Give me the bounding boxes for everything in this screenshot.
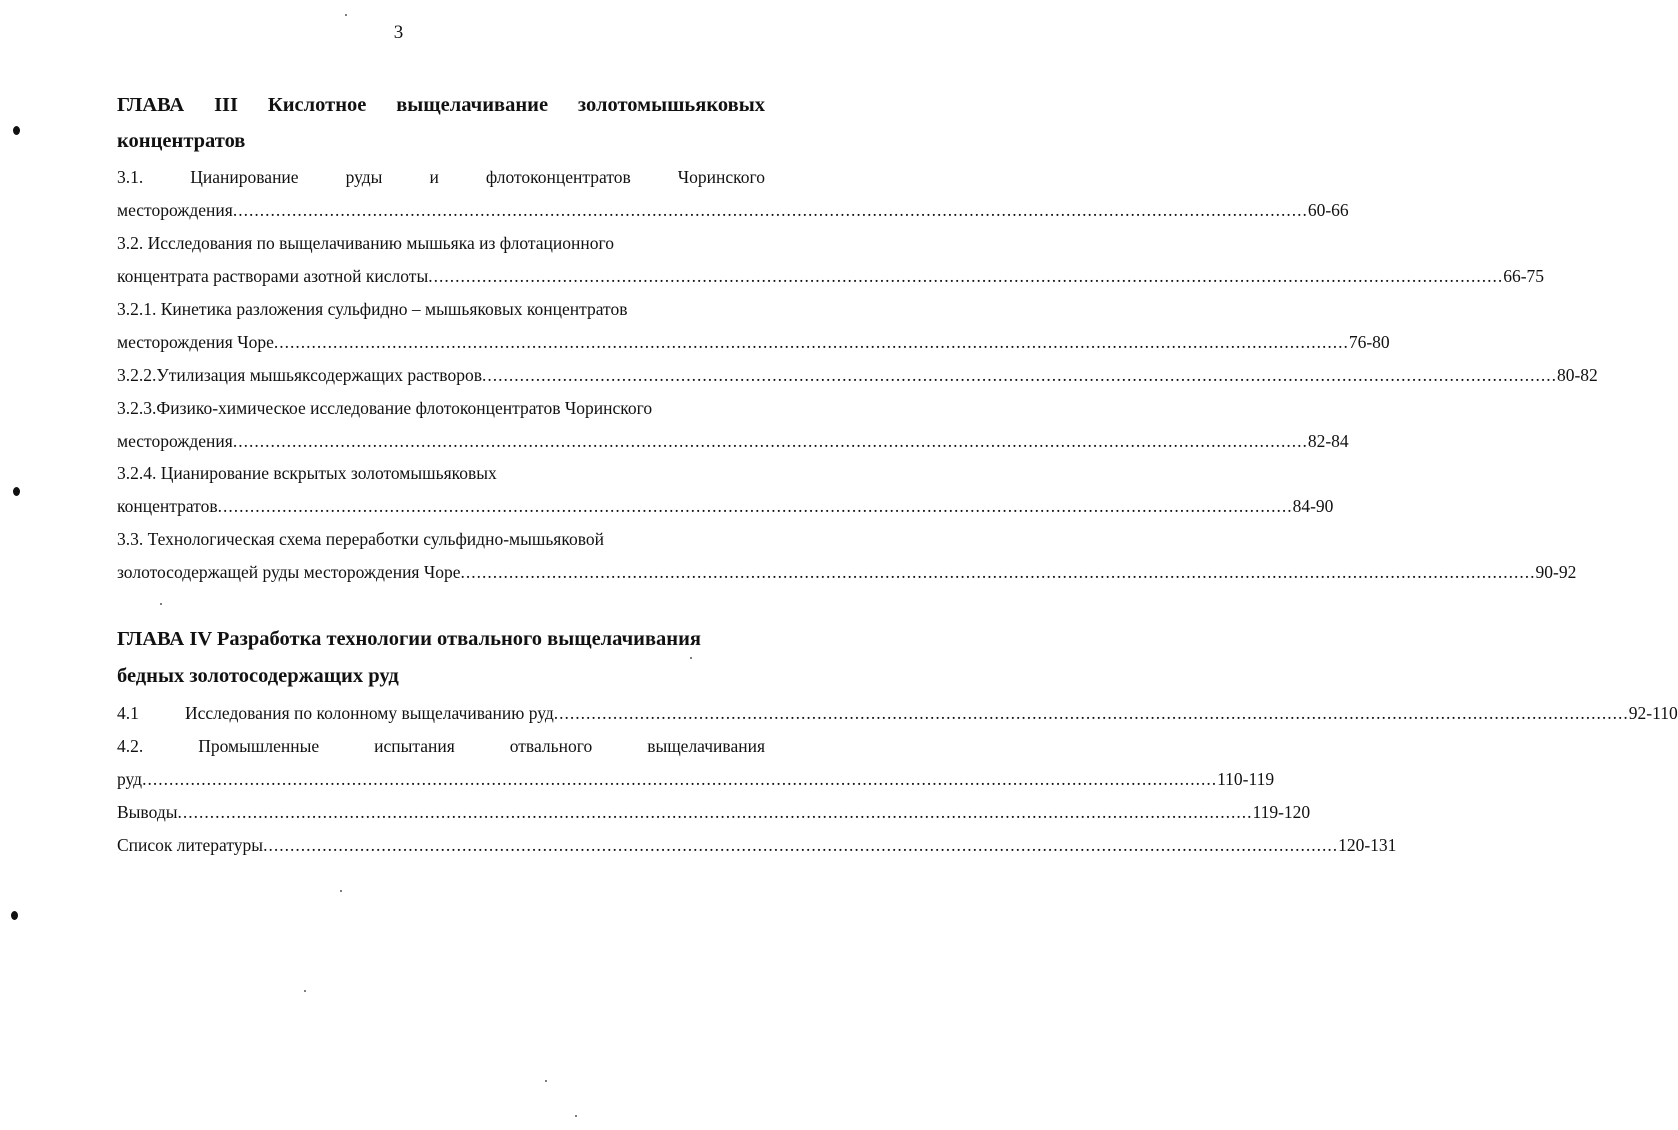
- toc-entry-references: [117, 833, 1397, 857]
- toc-entry-3-2-1-line1: 3.2.1. Кинетика разложения сульфидно – мышьяковых концентратов: [117, 299, 628, 319]
- toc-page-range: 80-82: [1556, 365, 1598, 385]
- toc-word: Промышленные: [198, 736, 320, 756]
- toc-entry-text: Список литературы: [117, 835, 264, 855]
- toc-word: Цианирование: [190, 167, 299, 187]
- leader-dots: ........................................................................................................................................................................................................: [481, 365, 1557, 385]
- toc-entry-3-2-3-line2: [117, 429, 1349, 453]
- heading-word: III: [214, 94, 239, 116]
- toc-entry-text: золотосодержащей руды месторождения Чоре: [117, 562, 461, 582]
- toc-word: флотоконцентратов: [485, 167, 631, 187]
- toc-page-range: 90-92: [1535, 562, 1577, 582]
- toc-entry-3-1-line1: [117, 165, 765, 189]
- toc-entry-number: 4.1: [117, 703, 139, 723]
- toc-entry-3-3-line2: [117, 560, 1577, 584]
- toc-page-range: 120-131: [1338, 835, 1397, 855]
- heading-word: золотомышьяковых: [577, 94, 765, 116]
- toc-entry-3-2-3-line1: 3.2.3.Физико-химическое исследование флотоконцентратов Чоринского: [117, 398, 653, 418]
- toc-word: отвального: [509, 736, 593, 756]
- leader-dots: ........................................................................................................................................................................................................: [232, 431, 1308, 451]
- scan-speck: [340, 890, 342, 892]
- toc-entry-3-2-1-line2: [117, 330, 1390, 354]
- toc-page-range: 84-90: [1292, 496, 1334, 516]
- toc-page-range: 119-120: [1252, 802, 1311, 822]
- leader-dots: ........................................................................................................................................................................................................: [142, 769, 1218, 789]
- toc-word: испытания: [374, 736, 455, 756]
- toc-word: 4.2.: [117, 736, 144, 756]
- leader-dots: ........................................................................................................................................................................................................: [428, 266, 1504, 286]
- toc-entry-3-2-2: [117, 363, 1598, 387]
- toc-entry-text: 3.2.2.Утилизация мышьяксодержащих растворов: [117, 365, 482, 385]
- scan-speck: [304, 990, 306, 992]
- toc-entry-3-2-4-line1: 3.2.4. Цианирование вскрытых золотомышьяковых: [117, 463, 497, 483]
- punch-hole-mark: [13, 487, 20, 496]
- toc-word: и: [429, 167, 439, 187]
- leader-dots: ........................................................................................................................................................................................................: [273, 332, 1349, 352]
- heading-word: выщелачивание: [396, 94, 549, 116]
- toc-entry-text: месторождения: [117, 431, 233, 451]
- page-number: 3: [393, 22, 404, 43]
- toc-entry-3-3-line1: 3.3. Технологическая схема переработки сульфидно-мышьяковой: [117, 529, 604, 549]
- scan-speck: [575, 1115, 577, 1117]
- toc-entry-text: месторождения Чоре: [117, 332, 274, 352]
- heading-word: Кислотное: [267, 94, 367, 116]
- leader-dots: ........................................................................................................................................................................................................: [217, 496, 1293, 516]
- toc-entry-3-1-line2: [117, 198, 1349, 222]
- punch-hole-mark: [13, 126, 20, 135]
- toc-entry-3-2-line1: 3.2. Исследования по выщелачиванию мышьяка из флотационного: [117, 233, 614, 253]
- punch-hole-mark: [11, 911, 18, 920]
- leader-dots: ........................................................................................................................................................................................................: [553, 703, 1629, 723]
- toc-entry-4-2-line2: [117, 767, 1275, 791]
- toc-word: выщелачивания: [647, 736, 765, 756]
- toc-word: Чоринского: [677, 167, 765, 187]
- toc-entry-text: месторождения: [117, 200, 233, 220]
- leader-dots: ........................................................................................................................................................................................................: [177, 802, 1253, 822]
- leader-dots: ........................................................................................................................................................................................................: [263, 835, 1339, 855]
- leader-dots: ........................................................................................................................................................................................................: [232, 200, 1308, 220]
- toc-entry-text: концентрата растворами азотной кислоты: [117, 266, 429, 286]
- scan-speck: [545, 1080, 547, 1082]
- chapter-3-heading-line2: концентратов: [117, 130, 246, 152]
- toc-entry-text: Исследования по колонному выщелачиванию руд: [185, 703, 554, 723]
- toc-page-range: 110-119: [1217, 769, 1275, 789]
- toc-word: 3.1.: [117, 167, 144, 187]
- heading-word: ГЛАВА: [117, 94, 185, 116]
- toc-page-range: 60-66: [1307, 200, 1349, 220]
- toc-entry-3-2-line2: [117, 264, 1545, 288]
- chapter-4-heading-line2: бедных золотосодержащих руд: [117, 665, 399, 687]
- scan-speck: [345, 14, 347, 16]
- toc-entry-3-2-4-line2: [117, 494, 1334, 518]
- toc-page-range: 92-110: [1628, 703, 1678, 723]
- scan-speck: [690, 657, 692, 659]
- toc-page-range: 82-84: [1307, 431, 1349, 451]
- toc-page-range: 76-80: [1348, 332, 1390, 352]
- toc-entry-4-1: [117, 701, 1678, 725]
- toc-entry-conclusions: [117, 800, 1311, 824]
- chapter-3-heading-line1: [117, 93, 765, 117]
- toc-page-range: 66-75: [1503, 266, 1545, 286]
- scan-speck: [160, 603, 162, 605]
- toc-entry-4-2-line1: [117, 734, 765, 758]
- toc-entry-text: концентратов: [117, 496, 218, 516]
- toc-entry-text: руд: [117, 769, 143, 789]
- leader-dots: ........................................................................................................................................................................................................: [460, 562, 1536, 582]
- toc-entry-text: Выводы: [117, 802, 178, 822]
- chapter-4-heading-line1: ГЛАВА IV Разработка технологии отвального выщелачивания: [117, 628, 701, 650]
- toc-word: руды: [345, 167, 383, 187]
